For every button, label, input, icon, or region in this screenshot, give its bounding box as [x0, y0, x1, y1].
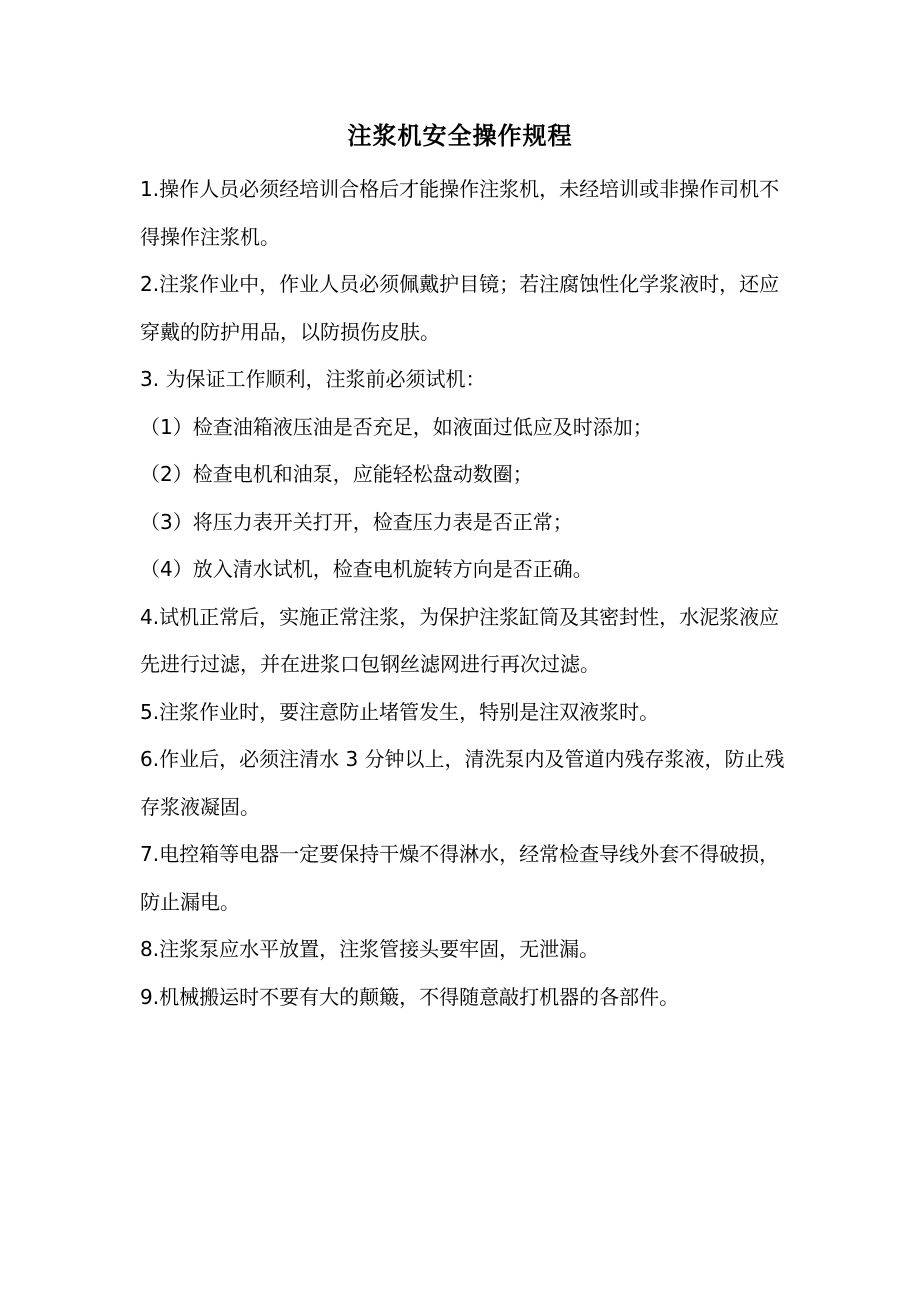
- rule-item-1: 1.操作人员必须经培训合格后才能操作注浆机，未经培训或非操作司机不得操作注浆机。: [140, 177, 780, 249]
- document-body: [140, 166, 790, 1021]
- rule-item-5: 5.注浆作业时，要注意防止堵管发生，特别是注双液浆时。: [140, 699, 660, 724]
- rule-subitem-3: （3）将压力表开关打开，检查压力表是否正常；: [140, 509, 573, 534]
- rule-item-6: 6.作业后，必须注清水 3 分钟以上，清洗泵内及管道内残存浆液，防止残存浆液凝固。: [140, 747, 785, 819]
- document-title: 注浆机安全操作规程: [347, 122, 573, 150]
- rule-subitem-4: （4）放入清水试机，检查电机旋转方向是否正确。: [140, 557, 593, 581]
- rule-item-7: 7.电控箱等电器一定要保持干燥不得淋水，经常检查导线外套不得破损，防止漏电。: [140, 842, 780, 914]
- rule-item-9: 9.机械搬运时不要有大的颠簸，不得随意敲打机器的各部件。: [140, 984, 680, 1009]
- rule-subitem-1: （1）检查油箱液压油是否充足，如液面过低应及时添加；: [140, 414, 653, 439]
- rule-item-4: 4.试机正常后，实施正常注浆，为保护注浆缸筒及其密封性，水泥浆液应先进行过滤，并在进浆口包钢丝滤网进行再次过滤。: [140, 604, 780, 676]
- rule-item-8: 8.注浆泵应水平放置，注浆管接头要牢固，无泄漏。: [140, 937, 600, 961]
- rule-subitem-2: （2）检查电机和油泵，应能轻松盘动数圈；: [140, 462, 533, 486]
- rule-item-2: 2.注浆作业中，作业人员必须佩戴护目镜；若注腐蚀性化学浆液时，还应穿戴的防护用品，以防损伤皮肤。: [140, 272, 780, 344]
- rule-item-3: 3. 为保证工作顺利，注浆前必须试机：: [140, 367, 486, 391]
